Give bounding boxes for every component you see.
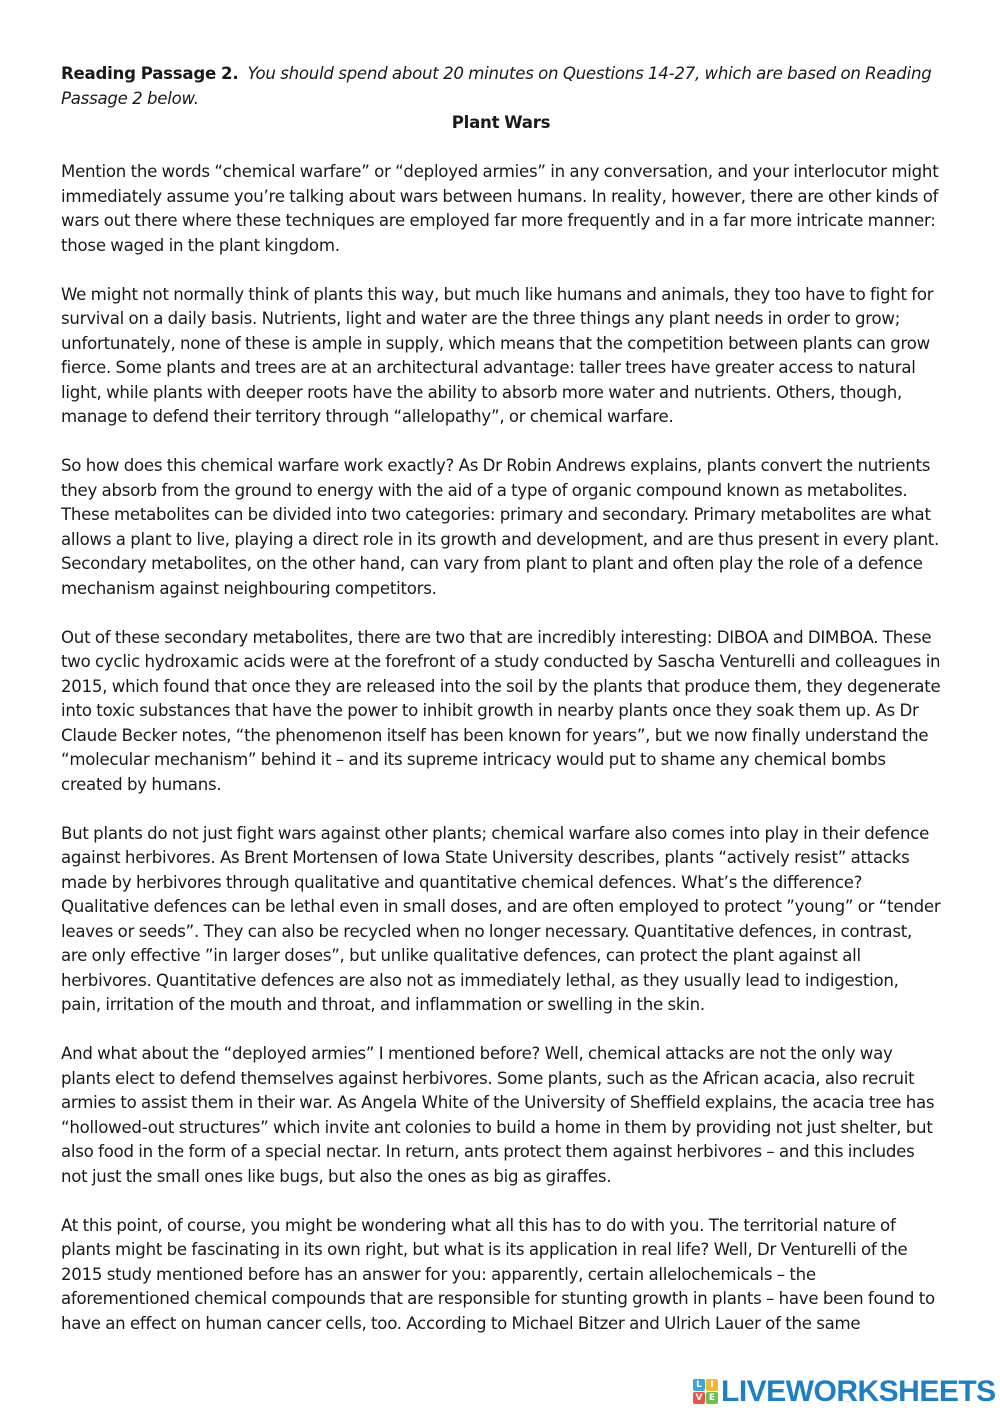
paragraph-3: So how does this chemical warfare work exactly? As Dr Robin Andrews explains, plants convert the nutrients they absorb from the ground to energy with the aid of a type of organic compound known as metabolites. These metabolites can be divided into two categories: primary and secondary. Primary metabolites are what allows a plant to live, playing a direct role in its growth and development, and are thus present in every plant. Secondary metabolites, on the other hand, can vary from plant to plant and often play the role of a defence mechanism against neighbouring competitors. <box>61 456 940 598</box>
passage-title: Plant Wars <box>451 113 551 132</box>
passage-instruction: You should spend about 20 minutes on Questions 14-27, which are based on Reading Passage 2 below. <box>61 64 932 108</box>
logo-square-2: I <box>706 1379 718 1391</box>
passage-intro <box>61 62 941 111</box>
liveworksheets-logo <box>693 1375 996 1409</box>
paragraph-4: Out of these secondary metabolites, there are two that are incredibly interesting: DIBOA and DIMBOA. These two cyclic hydroxamic acids were at the forefront of a study conducted by Sascha Venturelli and colleagues in 2015, which found that once they are released into the soil by the plants that produce them, they degenerate into toxic substances that have the power to inhibit growth in nearby plants once they soak them up. As Dr Claude Becker notes, “the phenomenon itself has been known for years”, but we now finally understand the “molecular mechanism” behind it – and its supreme intricacy would put to shame any chemical bombs created by humans. <box>61 627 941 794</box>
logo-square-4: E <box>706 1392 718 1404</box>
paragraph-5: But plants do not just fight wars against other plants; chemical warfare also comes into play in their defence against herbivores. As Brent Mortensen of Iowa State University describes, plants “actively resist” attacks made by herbivores through qualitative and quantitative chemical defences. What’s the difference? Qualitative defences can be lethal even in small doses, and are often employed to protect ”young” or “tender leaves or seeds”. They can also be recycled when no longer necessary. Quantitative defences, in contrast, are only effective ”in larger doses”, but unlike qualitative defences, can protect the plant against all herbivores. Quantitative defences are also not as immediately lethal, as they usually lead to indigestion, pain, irritation of the mouth and throat, and inflammation or swelling in the skin. <box>61 823 941 1014</box>
passage-label: Reading Passage 2. <box>61 64 239 83</box>
logo-square-3: V <box>693 1392 705 1404</box>
paragraph-6: And what about the “deployed armies” I mentioned before? Well, chemical attacks are not the only way plants elect to defend themselves against herbivores. Some plants, such as the African acacia, also recruit armies to assist them in their war. As Angela White of the University of Sheffield explains, the acacia tree has “hollowed-out structures” which invite ant colonies to build a home in them by providing not just shelter, but also food in the form of a special nectar. In return, ants protect them against herbivores – and this includes not just the small ones like bugs, but also the ones as big as giraffes. <box>61 1044 935 1186</box>
liveworksheets-logo-text: LIVEWORKSHEETS <box>721 1375 996 1408</box>
paragraph-7: At this point, of course, you might be wondering what all this has to do with you. The territorial nature of plants might be fascinating in its own right, but what is its application in real life? Well, Dr Venturelli of the 2015 study mentioned before has an answer for you: apparently, certain allelochemicals – the aforementioned chemical compounds that are responsible for stunting growth in plants – have been found to have an effect on human cancer cells, too. According to Michael Bitzer and Ulrich Lauer of the same <box>61 1215 935 1333</box>
paragraph-1: Mention the words “chemical warfare” or “deployed armies” in any conversation, and your interlocutor might immediately assume you’re talking about wars between humans. In reality, however, there are other kinds of wars out there where these techniques are employed far more frequently and in a far more intricate manner: those waged in the plant kingdom. <box>61 162 939 255</box>
liveworksheets-logo-icon <box>693 1379 719 1405</box>
worksheet-page <box>61 62 941 1361</box>
paragraph-2: We might not normally think of plants this way, but much like humans and animals, they too have to fight for survival on a daily basis. Nutrients, light and water are the three things any plant needs in order to grow; unfortunately, none of these is ample in supply, which means that the competition between plants can grow fierce. Some plants and trees are at an architectural advantage: taller trees have greater access to natural light, while plants with deeper roots have the ability to absorb more water and nutrients. Others, though, manage to defend their territory through “allelopathy”, or chemical warfare. <box>61 284 934 426</box>
logo-square-1: L <box>693 1379 705 1391</box>
